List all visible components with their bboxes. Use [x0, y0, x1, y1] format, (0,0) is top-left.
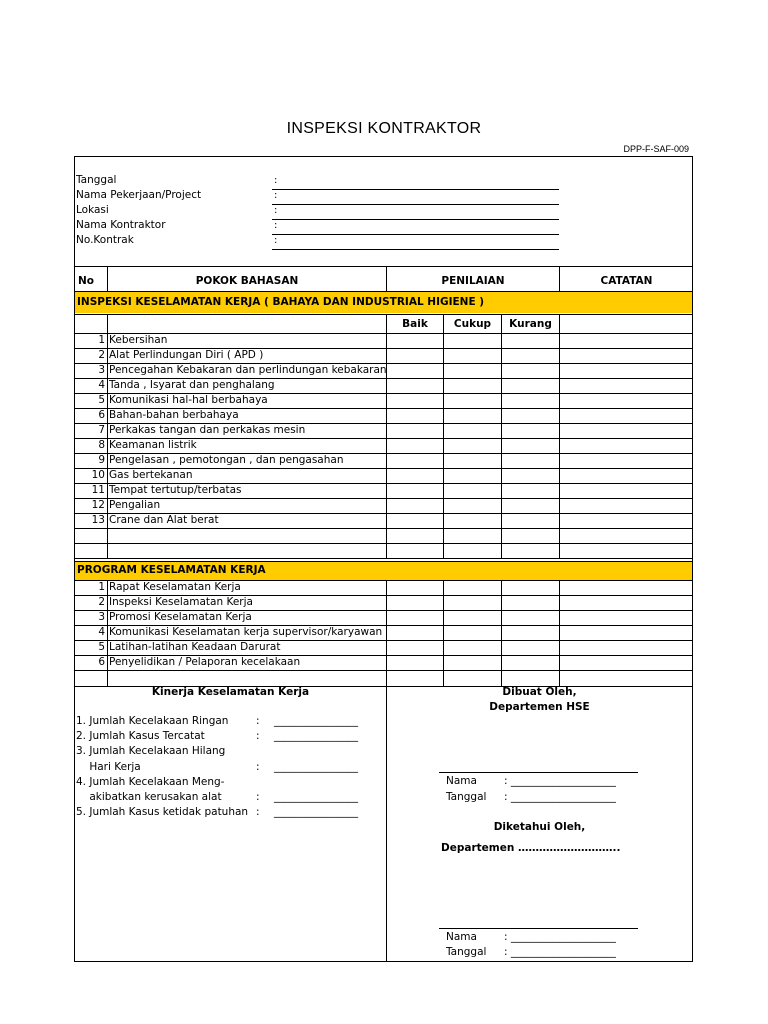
divider [74, 561, 693, 562]
program-item: Promosi Keselamatan Kerja [109, 611, 252, 623]
performance-title: Kinerja Keselamatan Kerja [151, 686, 310, 698]
performance-sep: : [256, 761, 260, 773]
inspection-item: Pengalian [109, 499, 161, 511]
row-number: 5 [98, 641, 105, 653]
section2-title: PROGRAM KESELAMATAN KERJA [77, 564, 266, 576]
divider [443, 580, 444, 686]
performance-input[interactable]: ________________ [274, 761, 358, 773]
field-label-project: Nama Pekerjaan/Project [76, 189, 202, 201]
hse-name-field[interactable]: : ____________________ [504, 775, 616, 787]
performance-input[interactable]: ________________ [274, 715, 358, 727]
performance-item: Hari Kerja [76, 761, 141, 773]
row-number: 7 [98, 424, 105, 436]
row-number: 9 [98, 454, 105, 466]
divider [559, 580, 560, 686]
divider [386, 266, 387, 291]
row-number: 6 [98, 656, 105, 668]
divider [74, 314, 693, 315]
program-item: Rapat Keselamatan Kerja [109, 581, 241, 593]
row-number: 1 [98, 334, 105, 346]
divider [107, 314, 108, 558]
divider [107, 580, 108, 686]
row-number: 6 [98, 409, 105, 421]
performance-sep: : [256, 730, 260, 742]
col-header-no: No [78, 275, 95, 287]
divider [386, 580, 387, 686]
performance-sep: : [256, 806, 260, 818]
divider [386, 314, 387, 558]
made-by-dept: Departemen HSE [489, 701, 590, 713]
inspection-item: Tanda , Isyarat dan penghalang [109, 379, 275, 391]
row-number: 2 [98, 596, 105, 608]
made-by-label: Dibuat Oleh, [502, 686, 577, 698]
hse-date-label: Tanggal [446, 791, 487, 803]
field-sep: : [274, 190, 278, 201]
program-item: Inspeksi Keselamatan Kerja [109, 596, 253, 608]
col-header-notes: CATATAN [600, 275, 653, 287]
performance-input[interactable]: ________________ [274, 806, 358, 818]
program-item: Latihan-latihan Keadaan Darurat [109, 641, 281, 653]
field-label-kontraktor: Nama Kontraktor [76, 219, 166, 231]
inspection-item: Keamanan listrik [109, 439, 197, 451]
field-sep: : [274, 235, 278, 246]
divider [443, 314, 444, 558]
performance-sep: : [256, 791, 260, 803]
known-by-dept: Departemen ……………………….. [441, 842, 621, 854]
inspection-item: Kebersihan [109, 334, 168, 346]
divider [501, 314, 502, 558]
field-input-lokasi[interactable] [272, 219, 559, 220]
field-input-tanggal[interactable] [272, 189, 559, 190]
rating-baik-label: Baik [402, 318, 428, 330]
field-label-kontrak: No.Kontrak [76, 234, 134, 246]
page-title: INSPEKSI KONTRAKTOR [286, 120, 482, 137]
dept-date-field[interactable]: : ____________________ [504, 946, 616, 958]
inspection-item: Perkakas tangan dan perkakas mesin [109, 424, 306, 436]
divider [501, 580, 502, 686]
field-label-lokasi: Lokasi [76, 204, 109, 216]
dept-date-label: Tanggal [446, 946, 487, 958]
row-number: 11 [91, 484, 105, 496]
row-divider [74, 670, 693, 671]
known-by-label: Diketahui Oleh, [493, 821, 586, 833]
row-number: 8 [98, 439, 105, 451]
row-number: 3 [98, 364, 105, 376]
performance-item: 5. Jumlah Kasus ketidak patuhan [76, 806, 249, 818]
program-item: Penyelidikan / Pelaporan kecelakaan [109, 656, 301, 668]
performance-item: 2. Jumlah Kasus Tercatat [76, 730, 205, 742]
hse-name-label: Nama [446, 775, 477, 787]
field-sep: : [274, 220, 278, 231]
hse-date-field[interactable]: : ____________________ [504, 791, 616, 803]
rating-cukup-label: Cukup [453, 318, 492, 330]
rating-kurang-label: Kurang [509, 318, 552, 330]
row-divider [74, 528, 693, 529]
document-code: DPP-F-SAF-009 [623, 144, 689, 154]
field-input-kontrak[interactable] [272, 249, 559, 250]
row-number: 2 [98, 349, 105, 361]
performance-item: 4. Jumlah Kecelakaan Meng- [76, 776, 225, 788]
divider [74, 558, 693, 559]
program-item: Komunikasi Keselamatan kerja supervisor/karyawan [109, 626, 383, 638]
field-input-project[interactable] [272, 204, 559, 205]
field-input-kontraktor[interactable] [272, 234, 559, 235]
performance-input[interactable]: ________________ [274, 791, 358, 803]
inspection-item: Pencegahan Kebakaran dan perlindungan kebakaran [109, 364, 387, 376]
divider [559, 314, 560, 558]
field-sep: : [274, 175, 278, 186]
row-divider [74, 498, 693, 499]
inspection-item: Alat Perlindungan Diri ( APD ) [109, 349, 264, 361]
row-number: 3 [98, 611, 105, 623]
signature-line-dept[interactable] [439, 928, 638, 929]
performance-sep: : [256, 715, 260, 727]
section1-title: INSPEKSI KESELAMATAN KERJA ( BAHAYA DAN INDUSTRIAL HIGIENE ) [77, 296, 485, 308]
col-header-rating: PENILAIAN [441, 275, 505, 287]
inspection-item: Pengelasan , pemotongan , dan pengasahan [109, 454, 344, 466]
performance-item: 1. Jumlah Kecelakaan Ringan [76, 715, 229, 727]
row-number: 10 [91, 469, 105, 481]
divider [107, 266, 108, 291]
row-number: 4 [98, 379, 105, 391]
inspection-item: Komunikasi hal-hal berbahaya [109, 394, 268, 406]
row-number: 4 [98, 626, 105, 638]
divider [74, 291, 693, 292]
row-divider [74, 543, 693, 544]
dept-name-label: Nama [446, 931, 477, 943]
divider [559, 266, 560, 291]
field-label-tanggal: Tanggal [76, 174, 117, 186]
performance-item: 3. Jumlah Kecelakaan Hilang [76, 745, 226, 757]
row-number: 13 [91, 514, 105, 526]
dept-name-field[interactable]: : ____________________ [504, 931, 616, 943]
row-number: 12 [91, 499, 105, 511]
inspection-item: Tempat tertutup/terbatas [109, 484, 242, 496]
divider [74, 266, 693, 267]
row-number: 5 [98, 394, 105, 406]
inspection-item: Gas bertekanan [109, 469, 193, 481]
col-header-subject: POKOK BAHASAN [195, 275, 299, 287]
row-number: 1 [98, 581, 105, 593]
performance-input[interactable]: ________________ [274, 730, 358, 742]
inspection-item: Crane dan Alat berat [109, 514, 219, 526]
signature-line-hse[interactable] [439, 772, 638, 773]
performance-item: akibatkan kerusakan alat [76, 791, 222, 803]
field-sep: : [274, 205, 278, 216]
inspection-item: Bahan-bahan berbahaya [109, 409, 239, 421]
